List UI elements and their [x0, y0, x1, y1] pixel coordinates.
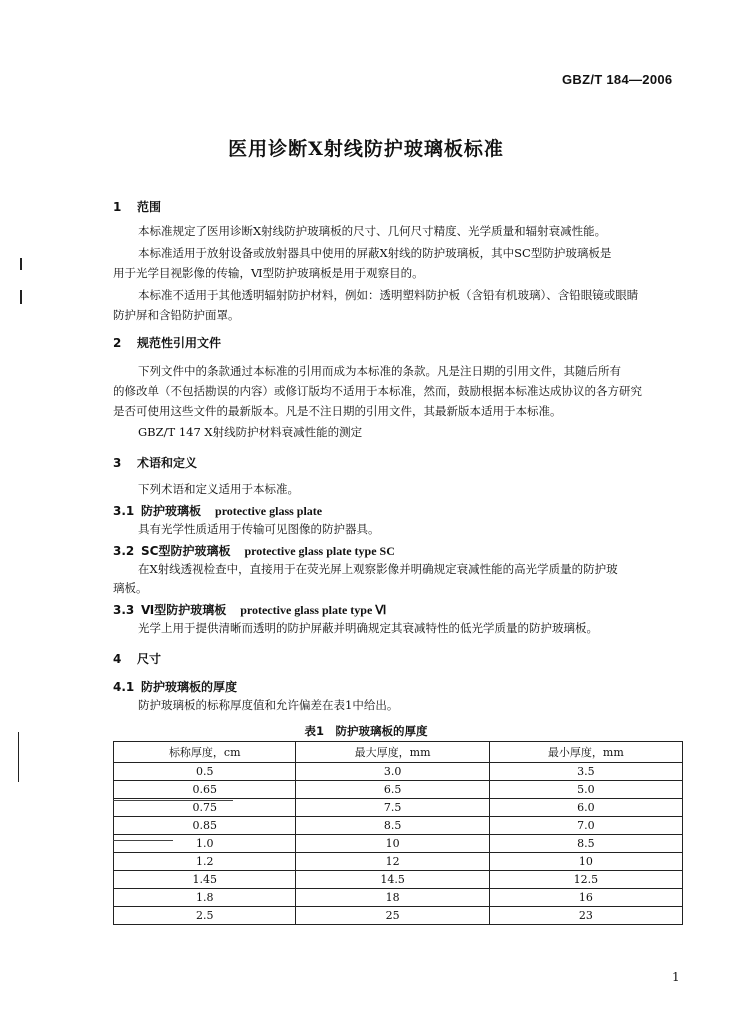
paragraph: 本标准适用于放射设备或放射器具中使用的屏蔽X射线的防护玻璃板，其中SC型防护玻璃板是	[138, 246, 612, 260]
margin-mark	[20, 290, 22, 304]
column-header: 标称厚度，cm	[114, 742, 296, 763]
column-header: 最小厚度，mm	[489, 742, 682, 763]
table-cell: 6.0	[489, 799, 682, 817]
paragraph: 本标准不适用于其他透明辐射防护材料，例如：透明塑料防护板（含铅有机玻璃）、含铅眼镜或眼睛	[138, 288, 639, 302]
paragraph: 防护玻璃板的标称厚度值和允许偏差在表1中给出。	[138, 698, 399, 712]
paragraph: 本标准规定了医用诊断X射线防护玻璃板的尺寸、几何尺寸精度、光学质量和辐射衰减性能。	[138, 224, 607, 238]
table-cell: 7.5	[296, 799, 489, 817]
margin-mark	[18, 732, 19, 782]
table-row	[114, 853, 683, 871]
table-cell: 14.5	[296, 871, 489, 889]
table-cell: 10	[489, 853, 682, 871]
section-2-heading	[113, 334, 221, 351]
definition-text: 具有光学性质适用于传输可见图像的防护器具。	[138, 522, 380, 536]
term-zh: 防护玻璃板	[141, 504, 202, 518]
definition-3-3-heading	[113, 601, 386, 618]
paragraph: 的修改单（不包括勘误的内容）或修订版均不适用于本标准，然而，鼓励根据本标准达成协议的各方研究	[113, 384, 642, 398]
table-cell: 2.5	[114, 907, 296, 925]
subsection-4-1-heading	[113, 678, 237, 695]
definition-text: 光学上用于提供清晰而透明的防护屏蔽并明确规定其衰减特性的低光学质量的防护玻璃板。	[138, 621, 598, 635]
table-row	[114, 817, 683, 835]
table-cell: 12	[296, 853, 489, 871]
table-cell: 16	[489, 889, 682, 907]
paragraph: 下列文件中的条款通过本标准的引用而成为本标准的条款。凡是注日期的引用文件，其随后所有	[138, 364, 621, 378]
table-row	[114, 889, 683, 907]
clause-number: 4.1	[113, 680, 135, 694]
table-cell: 3.5	[489, 763, 682, 781]
table-row	[114, 907, 683, 925]
table-row	[114, 799, 683, 817]
standard-code: GBZ/T 184—2006	[562, 72, 673, 87]
section-number: 3	[113, 456, 122, 470]
table-cell: 25	[296, 907, 489, 925]
section-number: 4	[113, 652, 122, 666]
table-cell: 18	[296, 889, 489, 907]
definition-3-2-heading	[113, 542, 395, 559]
scan-artifact	[113, 840, 173, 841]
table-cell: 3.0	[296, 763, 489, 781]
subsection-title: 防护玻璃板的厚度	[141, 680, 238, 694]
table-cell: 12.5	[489, 871, 682, 889]
table-cell: 0.75	[114, 799, 296, 817]
definition-text: 在X射线透视检查中，直接用于在荧光屏上观察影像并明确规定衰减性能的高光学质量的防护玻	[138, 562, 618, 576]
clause-number: 3.2	[113, 544, 135, 558]
table-row	[114, 871, 683, 889]
table-cell: 8.5	[489, 835, 682, 853]
table-cell: 0.85	[114, 817, 296, 835]
table-cell: 7.0	[489, 817, 682, 835]
section-number: 1	[113, 200, 122, 214]
table-cell: 1.8	[114, 889, 296, 907]
paragraph: 防护屏和含铅防护面罩。	[113, 308, 240, 322]
table-row	[114, 781, 683, 799]
table-row	[114, 835, 683, 853]
table-header-row	[114, 742, 683, 763]
paragraph: 下列术语和定义适用于本标准。	[138, 482, 299, 496]
definition-3-1-heading	[113, 502, 322, 519]
term-zh: SC型防护玻璃板	[141, 544, 231, 558]
definition-text: 璃板。	[113, 581, 148, 595]
section-4-heading	[113, 650, 161, 667]
scan-artifact	[113, 800, 233, 801]
section-title: 范围	[137, 200, 162, 214]
thickness-table	[113, 741, 683, 925]
table-cell: 1.2	[114, 853, 296, 871]
table-cell: 0.65	[114, 781, 296, 799]
term-en: protective glass plate type SC	[244, 544, 395, 558]
column-header: 最大厚度，mm	[296, 742, 489, 763]
page-number: 1	[672, 970, 680, 984]
term-en: protective glass plate	[215, 504, 323, 518]
table-cell: 10	[296, 835, 489, 853]
table-cell: 1.0	[114, 835, 296, 853]
section-title: 规范性引用文件	[137, 336, 222, 350]
paragraph: 是否可使用这些文件的最新版本。凡是不注日期的引用文件，其最新版本适用于本标准。	[113, 404, 562, 418]
section-3-heading	[113, 454, 197, 471]
section-number: 2	[113, 336, 122, 350]
document-title: 医用诊断X射线防护玻璃板标准	[228, 138, 504, 160]
table-cell: 23	[489, 907, 682, 925]
table-caption: 表1 防护玻璃板的厚度	[304, 724, 428, 738]
table-cell: 1.45	[114, 871, 296, 889]
table-cell: 6.5	[296, 781, 489, 799]
table-cell: 8.5	[296, 817, 489, 835]
normative-reference: GBZ/T 147 X射线防护材料衰减性能的测定	[138, 425, 363, 439]
section-title: 术语和定义	[137, 456, 198, 470]
table-row	[114, 763, 683, 781]
table-cell: 5.0	[489, 781, 682, 799]
term-zh: Ⅵ型防护玻璃板	[141, 603, 227, 617]
section-title: 尺寸	[137, 652, 162, 666]
section-1-heading	[113, 198, 161, 215]
term-en: protective glass plate type Ⅵ	[240, 603, 387, 617]
table-cell: 0.5	[114, 763, 296, 781]
paragraph: 用于光学目视影像的传输，Ⅵ型防护玻璃板是用于观察目的。	[113, 266, 424, 280]
margin-mark	[20, 258, 22, 270]
clause-number: 3.1	[113, 504, 135, 518]
clause-number: 3.3	[113, 603, 135, 617]
